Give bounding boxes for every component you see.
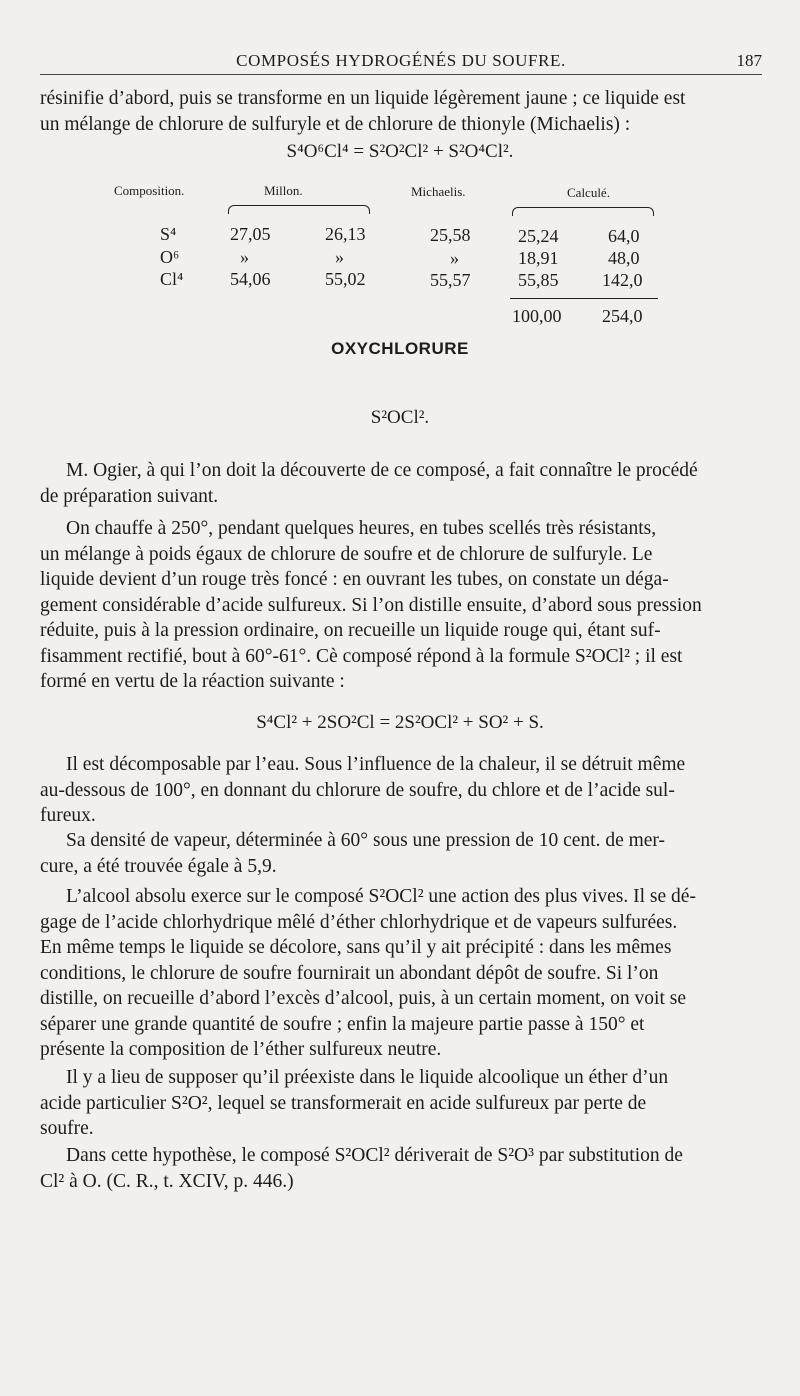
table-cell: 55,85	[518, 270, 559, 290]
table-cell: 27,05	[230, 224, 271, 244]
table-cell: 55,02	[325, 269, 366, 289]
text-line: Il est décomposable par l’eau. Sous l’influence de la chaleur, il se détruit même	[66, 754, 686, 775]
text-line: fureux.	[40, 805, 96, 826]
text-line: un mélange à poids égaux de chlorure de soufre et de chlorure de sulfuryle. Le	[40, 543, 653, 565]
text-line: soufre.	[40, 1118, 94, 1139]
section-formula: S²OCl².	[370, 407, 430, 428]
text-line: cure, a été trouvée égale à 5,9.	[40, 855, 277, 877]
text-line: Cl² à O. (C. R., t. XCIV, p. 446.)	[40, 1170, 294, 1192]
text-line: réduite, puis à la pression ordinaire, on recueille un liquide rouge qui, étant suf-	[40, 620, 661, 641]
header-millon: Millon.	[264, 183, 303, 198]
text-line: gage de l’acide chlorhydrique mêlé d’éther chlorhydrique et de vapeurs sulfurées.	[40, 911, 678, 933]
paragraph-4	[40, 828, 762, 879]
header-michaelis: Michaelis.	[411, 184, 466, 199]
table-cell: 54,06	[230, 269, 271, 289]
paragraph-6	[40, 1065, 762, 1142]
text-line: formé en vertu de la réaction suivante :	[40, 671, 345, 692]
paragraph-7	[40, 1143, 762, 1194]
table-cell: O⁶	[160, 247, 180, 267]
text-line: L’alcool absolu exerce sur le composé S²OCl² une action des plus vives. Il se dé-	[66, 886, 696, 907]
running-header	[40, 50, 762, 75]
text-line: Sa densité de vapeur, déterminée à 60° sous une pression de 10 cent. de mer-	[66, 830, 666, 851]
text-line: acide particulier S²O², lequel se transformerait en acide sulfureux par perte de	[40, 1092, 647, 1114]
calcule-brace	[512, 207, 654, 216]
table-cell: S⁴	[160, 224, 177, 244]
table-cell: 55,57	[430, 270, 471, 290]
paragraph-5	[40, 884, 762, 1063]
text-line: séparer une grande quantité de soufre ; enfin la majeure partie passe à 150° et	[40, 1013, 645, 1035]
header-composition: Composition.	[114, 183, 185, 198]
table-total: 254,0	[602, 306, 643, 326]
text-line: de préparation suivant.	[40, 485, 219, 507]
text-line: liquide devient d’un rouge très foncé : en ouvrant les tubes, on constate un déga-	[40, 569, 669, 590]
text-line: résinifie d’abord, puis se transforme en un liquide légèrement jaune ; ce liquide est	[40, 88, 686, 109]
formula-1: S⁴O⁶Cl⁴ = S²O²Cl² + S²O⁴Cl².	[286, 141, 514, 162]
table-cell: 18,91	[518, 248, 559, 268]
text-line: au-dessous de 100°, en donnant du chlorure de soufre, du chlore et de l’acide sul-	[40, 779, 675, 801]
text-line: gement considérable d’acide sulfureux. Si l’on distille ensuite, d’abord sous pression	[40, 594, 702, 616]
table-cell: 48,0	[608, 248, 640, 268]
table-cell: »	[240, 247, 249, 267]
text-line: fisamment rectifié, bout à 60°-61°. Cè composé répond à la formule S²OCl² ; il est	[40, 645, 683, 667]
table-cell: 25,58	[430, 225, 471, 245]
table-cell: »	[335, 247, 344, 267]
text-line: conditions, le chlorure de soufre fournirait un abondant dépôt de soufre. Si l’on	[40, 962, 659, 984]
paragraph-3	[40, 752, 762, 829]
text-line: distille, on recueille d’abord l’excès d’alcool, puis, à un certain moment, on voit se	[40, 988, 687, 1009]
table-cell: 26,13	[325, 224, 366, 244]
millon-brace	[228, 205, 370, 214]
page-number: 187	[736, 51, 762, 70]
header-title: COMPOSÉS HYDROGÉNÉS DU SOUFRE.	[236, 51, 566, 70]
formula-2: S⁴Cl² + 2SO²Cl = 2S²OCl² + SO² + S.	[256, 712, 544, 733]
table-cell: 25,24	[518, 226, 559, 246]
header-calcule: Calculé.	[567, 185, 610, 200]
table-cell: 64,0	[608, 226, 640, 246]
text-line: Dans cette hypothèse, le composé S²OCl² dériverait de S²O³ par substitution de	[66, 1145, 683, 1166]
text-line: présente la composition de l’éther sulfureux neutre.	[40, 1039, 442, 1060]
text-line: Il y a lieu de supposer qu’il préexiste dans le liquide alcoolique un éther d’un	[66, 1067, 669, 1088]
intro-paragraph	[40, 86, 762, 137]
total-rule	[510, 298, 658, 299]
text-line: On chauffe à 250°, pendant quelques heures, en tubes scellés très résistants,	[66, 518, 657, 539]
table-cell: »	[450, 248, 459, 268]
text-line: M. Ogier, à qui l’on doit la découverte de ce composé, a fait connaître le procédé	[66, 460, 698, 481]
table-cell: Cl⁴	[160, 269, 184, 289]
paragraph-1	[40, 458, 762, 509]
section-heading: OXYCHLORURE	[331, 339, 469, 358]
paragraph-2	[40, 516, 762, 695]
text-line: En même temps le liquide se décolore, sans qu’il y ait précipité : dans les mêmes	[40, 937, 672, 958]
table-cell: 142,0	[602, 270, 643, 290]
table-total: 100,00	[512, 306, 562, 326]
text-line: un mélange de chlorure de sulfuryle et de chlorure de thionyle (Michaelis) :	[40, 113, 631, 135]
